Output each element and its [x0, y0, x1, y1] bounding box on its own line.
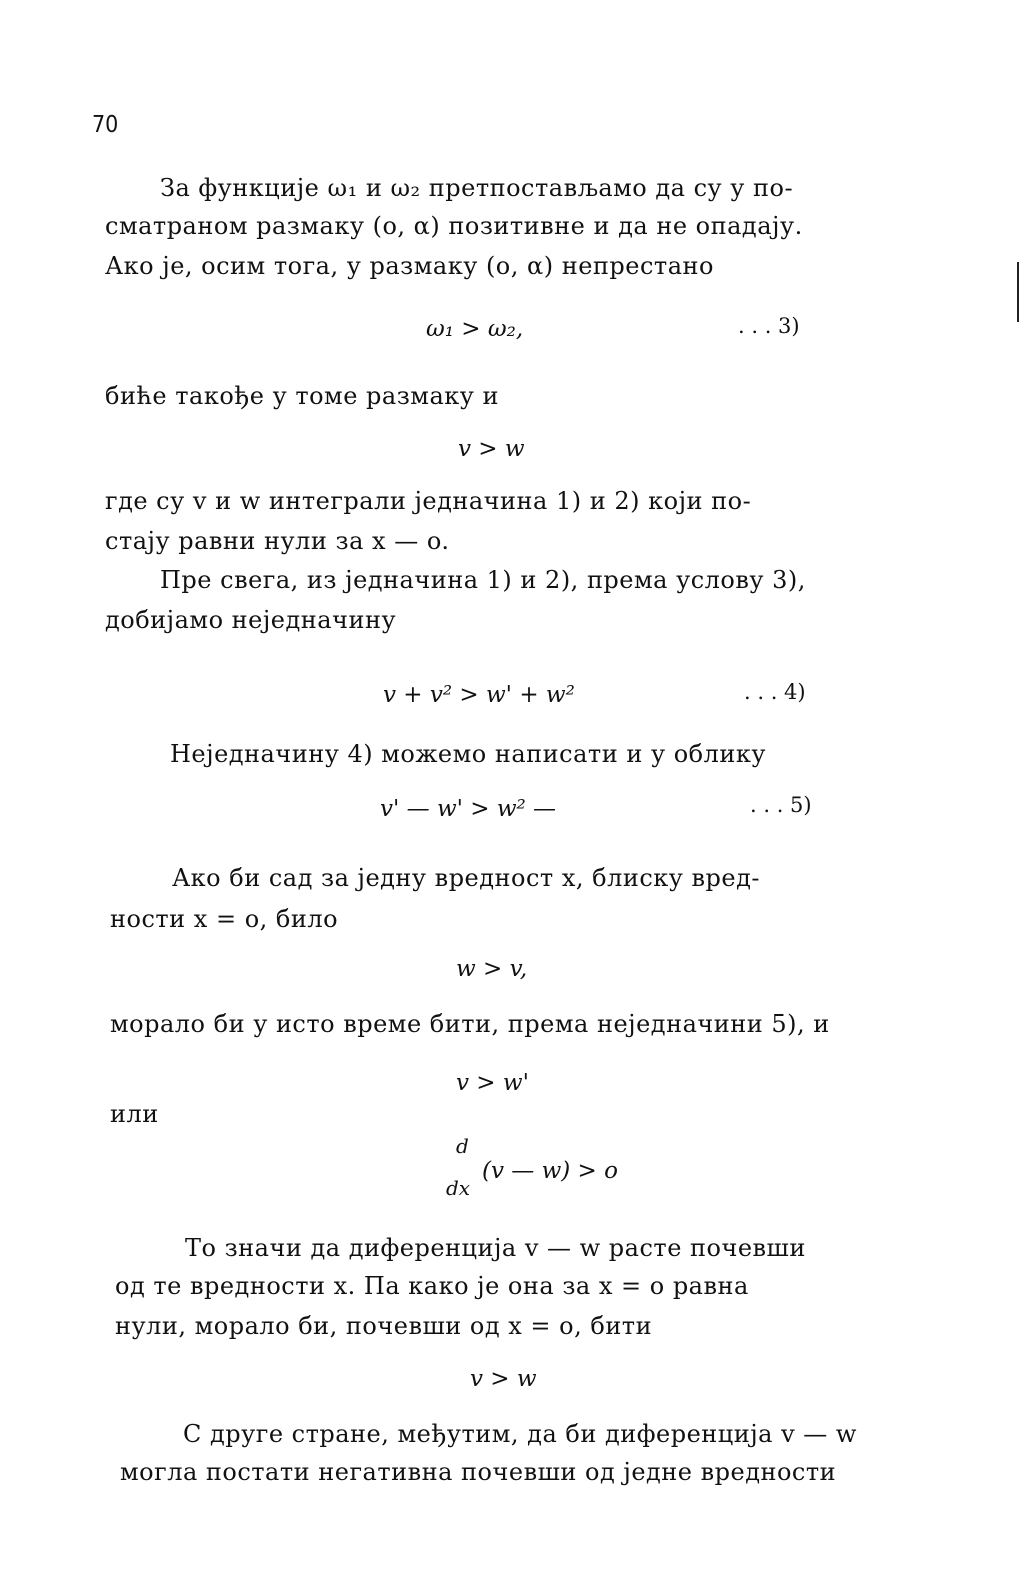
equation-v-gt-wprime: v > w' [456, 1070, 529, 1096]
equation-v-gt-w-2: v > w [470, 1366, 537, 1392]
paragraph-3-line-2: стају равни нули за x — o. [105, 527, 450, 555]
equation-3-tag: . . . 3) [738, 314, 800, 338]
paragraph-7: морало би у исто време бити, према неједначини 5), и [110, 1010, 830, 1038]
paragraph-2: биће такође у томе размаку и [105, 382, 500, 410]
paragraph-9-line-1: С друге стране, међутим, да би диференција v — w [183, 1420, 857, 1448]
equation-v-gt-w: v > w [458, 436, 525, 462]
paragraph-4-line-2: добијамо неједначину [105, 606, 397, 634]
paragraph-1-line-3: Ако је, осим тога, у размаку (o, α) непрестано [105, 252, 714, 280]
equation-5: v' — w' > w² — [380, 796, 557, 822]
paragraph-8-line-2: од те вредности x. Па како је она за x = o равна [115, 1272, 749, 1300]
derivative-numerator: d [456, 1134, 469, 1158]
paragraph-3-line-1: где су v и w интеграли једначина 1) и 2) који по- [105, 487, 752, 515]
derivative-expression: (v — w) > o [482, 1158, 618, 1184]
equation-4-tag: . . . 4) [744, 680, 806, 704]
paragraph-6-line-2: ности x = o, било [110, 905, 339, 933]
word-ili: или [110, 1100, 159, 1128]
equation-w-gt-v: w > v, [456, 956, 528, 982]
scan-edge-mark [1017, 262, 1019, 322]
equation-3: ω₁ > ω₂, [426, 316, 524, 342]
paragraph-1-line-2: сматраном размаку (o, α) позитивне и да не опадају. [105, 212, 803, 240]
paragraph-1-line-1: За функције ω₁ и ω₂ претпостављамо да су у по- [160, 174, 794, 202]
paragraph-5: Неједначину 4) можемо написати и у облику [170, 740, 766, 768]
equation-5-tag: . . . 5) [750, 793, 812, 817]
paragraph-9-line-2: могла постати негативна почевши од једне вредности [120, 1458, 837, 1486]
derivative-denominator: dx [446, 1176, 471, 1200]
paragraph-4-line-1: Пре свега, из једначина 1) и 2), према услову 3), [160, 566, 806, 594]
paragraph-8-line-1: То значи да диференција v — w расте почевши [185, 1234, 806, 1262]
equation-4: v + v² > w' + w² [383, 682, 575, 708]
paragraph-6-line-1: Ако би сад за једну вредност x, блиску вред- [172, 864, 760, 892]
paragraph-8-line-3: нули, морало би, почевши од x = o, бити [115, 1312, 653, 1340]
page-number: 70 [92, 112, 119, 138]
